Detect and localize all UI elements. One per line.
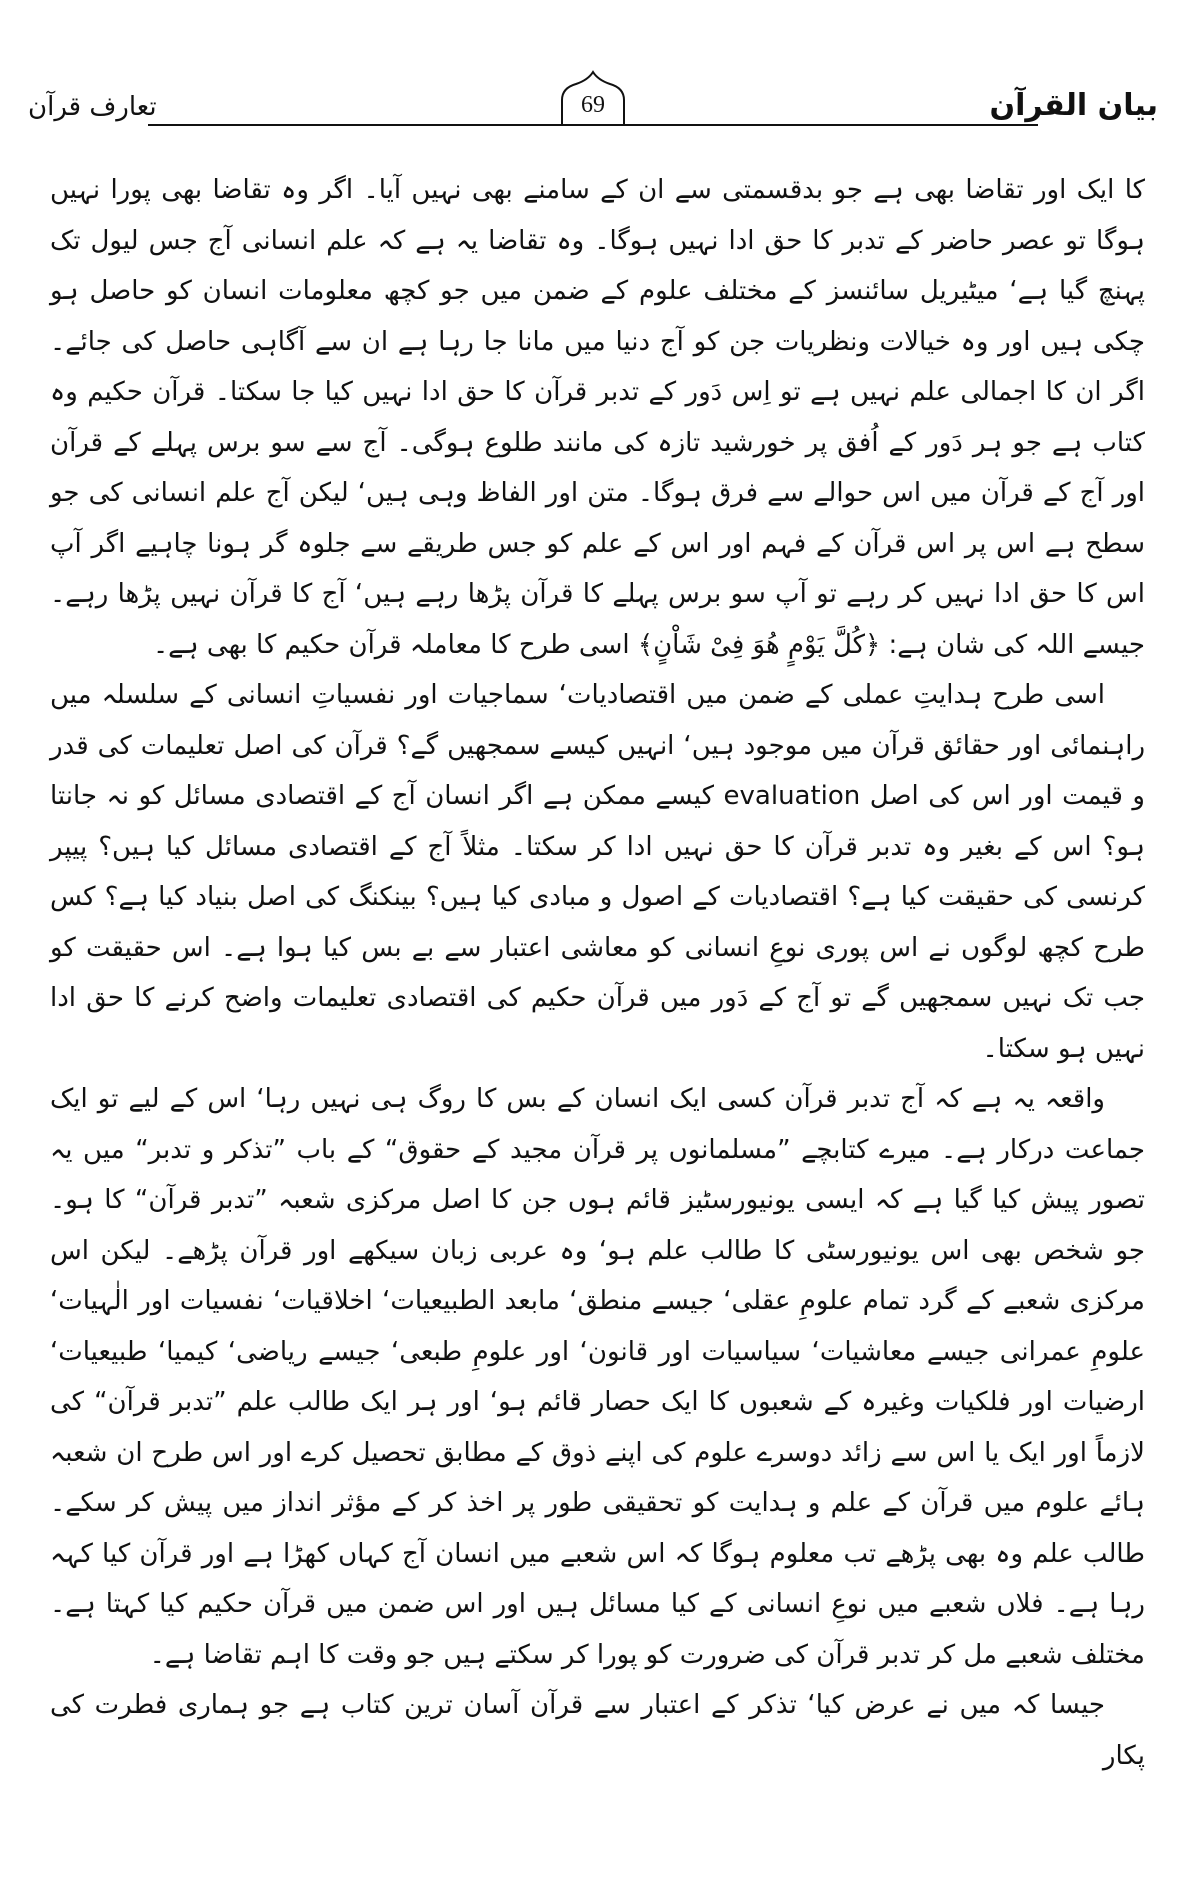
page-header <box>28 70 1158 140</box>
paragraph: اسی طرح ہدایتِ عملی کے ضمن میں اقتصادیات‘ سماجیات اور نفسیاتِ انسانی کے سلسلہ میں راہنمائی اور حقائق قرآن میں موجود ہیں‘ انہیں کیسے سمجھیں گے؟ قرآن کی اصل تعلیمات کی قدر و قیمت اور اس کی اصل evaluation کیسے ممکن ہے اگر انسان آج کے اقتصادی مسائل کو نہ جانتا ہو؟ اس کے بغیر وہ تدبر قرآن کا حق نہیں ادا کر سکتا۔ مثلاً آج کے اقتصادی مسائل کیا ہیں؟ پیپر کرنسی کی حقیقت کیا ہے؟ اقتصادیات کے اصول و مبادی کیا ہیں؟ بینکنگ کی اصل بنیاد کیا ہے؟ کس طرح کچھ لوگوں نے اس پوری نوعِ انسانی کو معاشی اعتبار سے بے بس کیا ہوا ہے۔ اس حقیقت کو جب تک نہیں سمجھیں گے تو آج کے دَور میں قرآن حکیم کی اقتصادی تعلیمات واضح کرنے کا حق ادا نہیں ہو سکتا۔ <box>50 680 1145 1064</box>
page-body <box>50 165 1145 1781</box>
paragraph: کا ایک اور تقاضا بھی ہے جو بدقسمتی سے ان کے سامنے بھی نہیں آیا۔ اگر وہ تقاضا بھی پورا نہیں ہوگا تو عصر حاضر کے تدبر کا حق ادا نہیں ہوگا۔ وہ تقاضا یہ ہے کہ علم انسانی آج جس لیول تک پہنچ گیا ہے‘ میٹیریل سائنسز کے مختلف علوم کے ضمن میں جو کچھ معلومات انسان کو حاصل ہو چکی ہیں اور وہ خیالات ونظریات جن کو آج دنیا میں مانا جا رہا ہے ان سے آگاہی حاصل کی جائے۔ اگر ان کا اجمالی علم نہیں ہے تو اِس دَور کے تدبر قرآن کا حق ادا نہیں کیا جا سکتا۔ قرآن حکیم وہ کتاب ہے جو ہر دَور کے اُفق پر خورشید تازہ کی مانند طلوع ہوگی۔ آج سے سو برس پہلے کے قرآن اور آج کے قرآن میں اس حوالے سے فرق ہوگا۔ متن اور الفاظ وہی ہیں‘ لیکن آج علم انسانی کی جو سطح ہے اس پر اس قرآن کے فہم اور اس کے علم کو جس طریقے سے جلوہ گر ہونا چاہیے اگر آپ اس کا حق ادا نہیں کر رہے تو آپ سو برس پہلے کا قرآن پڑھا رہے ہیں‘ آج کا قرآن نہیں پڑھا رہے۔ جیسے اللہ کی شان ہے: ﴿كُلَّ يَوْمٍ هُوَ فِىْ شَاْنٍ﴾ اسی طرح کا معاملہ قرآن حکیم کا بھی ہے۔ <box>50 175 1145 660</box>
page-number-badge <box>558 70 628 134</box>
page-number: 69 <box>581 92 605 118</box>
book-title: بیان القرآن <box>981 88 1158 123</box>
section-title: تعارف قرآن <box>28 92 165 122</box>
paragraph: جیسا کہ میں نے عرض کیا‘ تذکر کے اعتبار سے قرآن آسان ترین کتاب ہے جو ہماری فطرت کی پکار <box>50 1690 1145 1771</box>
paragraph: واقعہ یہ ہے کہ آج تدبر قرآن کسی ایک انسان کے بس کا روگ ہی نہیں رہا‘ اس کے لیے تو ایک جماعت درکار ہے۔ میرے کتابچے ”مسلمانوں پر قرآن مجید کے حقوق“ کے باب ”تذکر و تدبر“ میں یہ تصور پیش کیا گیا ہے کہ ایسی یونیورسٹیز قائم ہوں جن کا اصل مرکزی شعبہ ”تدبر قرآن“ کا ہو۔ جو شخص بھی اس یونیورسٹی کا طالب علم ہو‘ وہ عربی زبان سیکھے اور قرآن پڑھے۔ لیکن اس مرکزی شعبے کے گرد تمام علومِ عقلی‘ جیسے منطق‘ مابعد الطبیعیات‘ اخلاقیات‘ نفسیات اور الٰہیات‘ علومِ عمرانی جیسے معاشیات‘ سیاسیات اور قانون‘ اور علومِ طبعی‘ جیسے ریاضی‘ کیمیا‘ طبیعیات‘ ارضیات اور فلکیات وغیرہ کے شعبوں کا ایک حصار قائم ہو‘ اور ہر ایک طالب علم ”تدبر قرآن“ کی لازماً اور ایک یا اس سے زائد دوسرے علوم کی اپنے ذوق کے مطابق تحصیل کرے اور اس طرح ان شعبہ ہائے علوم میں قرآن کے علم و ہدایت کو تحقیقی طور پر اخذ کر کے مؤثر انداز میں پیش کر سکے۔ طالب علم وہ بھی پڑھے تب معلوم ہوگا کہ اس شعبے میں انسان آج کہاں کھڑا ہے اور قرآن کیا کہہ رہا ہے۔ فلاں شعبے میں نوعِ انسانی کے کیا مسائل ہیں اور اس ضمن میں قرآن حکیم کیا کہتا ہے۔ مختلف شعبے مل کر تدبر قرآن کی ضرورت کو پورا کر سکتے ہیں جو وقت کا اہم تقاضا ہے۔ <box>50 1084 1145 1670</box>
